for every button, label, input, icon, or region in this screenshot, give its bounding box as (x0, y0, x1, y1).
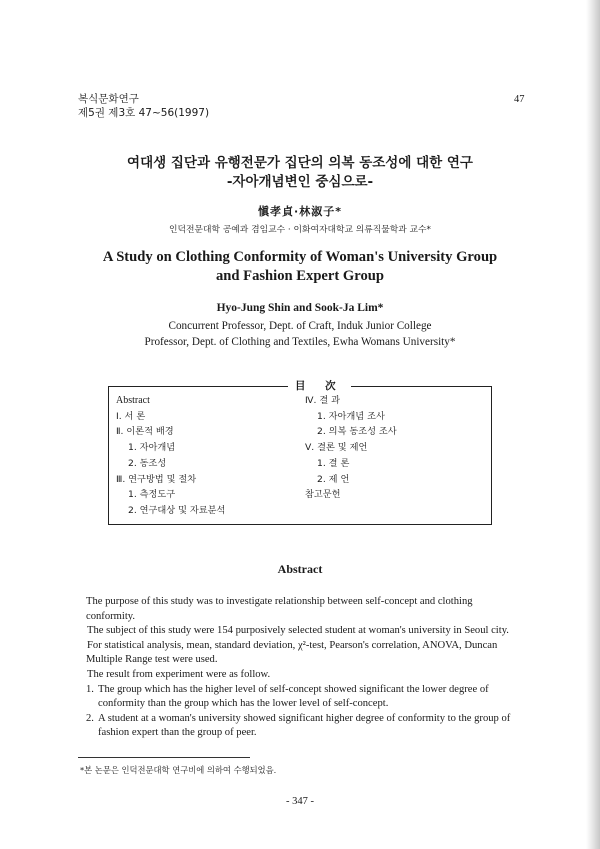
toc-right-column (305, 393, 397, 503)
toc-item: 참고문헌 (305, 489, 341, 501)
toc-item: 1. 측정도구 (128, 489, 176, 501)
korean-subtitle: -자아개념변인 중심으로- (226, 174, 374, 190)
toc-item: 1. 자아개념 조사 (317, 410, 385, 422)
korean-affiliation: 인덕전문대학 공예과 겸임교수 · 이화여자대학교 의류직물학과 교수* (169, 225, 431, 235)
toc-item: Ⅴ. 결론 및 제언 (305, 442, 368, 454)
page-edge-shadow (586, 0, 600, 849)
toc-item: Ⅳ. 결 과 (305, 395, 340, 406)
abstract-paragraph: The result from experiment were as follow. (87, 668, 271, 680)
abstract-heading: Abstract (277, 562, 323, 576)
korean-title: 여대생 집단과 유행전문가 집단의 의복 동조성에 대한 연구 (127, 155, 473, 171)
result-item (86, 712, 524, 741)
toc-item: 2. 연구대상 및 자료분석 (128, 504, 226, 516)
abstract-paragraph: For statistical analysis, mean, standard deviation, χ²-test, Pearson's correlation, ANOVA, Duncan Multiple Range test were used. (86, 639, 498, 666)
footnote-divider (78, 757, 250, 758)
toc-item: 1. 결 론 (317, 457, 350, 469)
toc-item: 2. 의복 동조성 조사 (317, 426, 397, 438)
abstract-paragraph: The subject of this study were 154 purposively selected student at woman's university in Seoul city. (87, 625, 509, 637)
english-affiliation-2: Professor, Dept. of Clothing and Textiles, Ewha Womans University* (144, 336, 456, 348)
footnote: *본 논문은 인덕전문대학 연구비에 의하여 수행되었음. (80, 765, 277, 775)
abstract-body (86, 595, 524, 741)
toc-item: 2. 동조성 (128, 457, 167, 469)
journal-header (78, 92, 209, 120)
toc-item: Ⅲ. 연구방법 및 절차 (116, 473, 197, 485)
page-footer-number: - 347 - (286, 796, 314, 807)
english-affiliation-1: Concurrent Professor, Dept. of Craft, Induk Junior College (168, 320, 432, 332)
result-text: The group which has the higher level of self-concept showed significant the lower degree of conformity than the group which has the lower level of self-concept. (98, 683, 489, 710)
volume-info: 제5권 제3호 47~56(1997) (78, 107, 210, 119)
english-authors: Hyo-Jung Shin and Sook-Ja Lim* (216, 302, 384, 314)
toc-item: 1. 자아개념 (128, 442, 176, 454)
toc-title: 目 次 (288, 378, 351, 393)
toc-item: Ⅱ. 이론적 배경 (116, 426, 174, 438)
journal-page-number: 47 (514, 94, 525, 105)
toc-item: 2. 제 언 (317, 473, 350, 485)
toc-item: Ⅰ. 서 론 (116, 410, 146, 422)
result-text: A student at a woman's university showed significant higher degree of conformity to the group of fashion expert than the group of peer. (98, 712, 511, 739)
korean-authors: 愼孝貞·林淑子* (258, 205, 342, 218)
journal-name: 복식문화연구 (78, 93, 139, 105)
result-number: 2. (86, 712, 94, 724)
toc-left-column (116, 393, 225, 519)
english-title-line1: A Study on Clothing Conformity of Woman's University Group (102, 249, 498, 265)
result-item (86, 683, 524, 712)
toc-item: Abstract (116, 395, 150, 406)
english-title-line2: and Fashion Expert Group (215, 268, 384, 284)
abstract-paragraph: The purpose of this study was to investigate relationship between self-concept and clothing conformity. (86, 596, 473, 622)
result-number: 1. (86, 683, 94, 695)
